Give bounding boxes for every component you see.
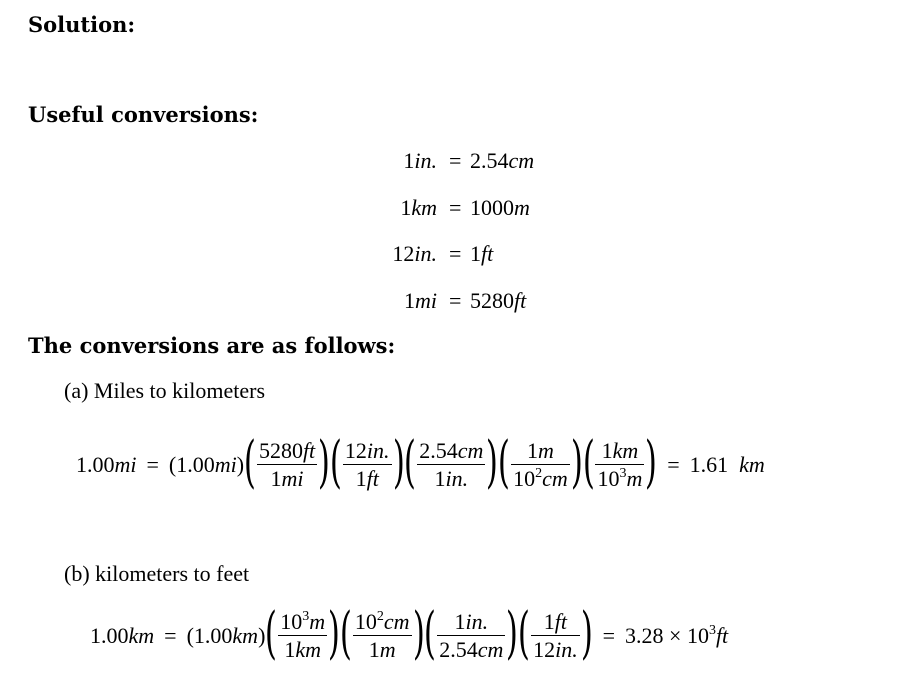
denominator-unit: in. bbox=[445, 466, 469, 491]
fraction-numerator bbox=[542, 610, 569, 635]
fraction-numerator bbox=[453, 610, 491, 635]
conversion-rhs: 1000m bbox=[470, 195, 530, 220]
numerator bbox=[602, 438, 639, 463]
left-paren: ( bbox=[265, 601, 278, 666]
denominator-unit: m bbox=[626, 466, 643, 491]
denominator bbox=[439, 637, 503, 662]
numerator-unit: m bbox=[309, 609, 326, 634]
numerator bbox=[419, 438, 483, 463]
paren-open: ( bbox=[168, 452, 177, 477]
fraction-numerator bbox=[600, 439, 641, 464]
result bbox=[690, 452, 765, 478]
denominator bbox=[597, 466, 642, 491]
numerator-value: 12 bbox=[344, 438, 367, 463]
numerator-unit: m bbox=[537, 438, 554, 463]
left-paren: ( bbox=[518, 601, 531, 666]
fraction-denominator bbox=[437, 636, 505, 662]
numerator-exponent: 2 bbox=[376, 609, 384, 624]
equation-lhs bbox=[76, 452, 137, 478]
numerator-unit: ft bbox=[554, 609, 568, 634]
left-paren: ( bbox=[582, 430, 595, 495]
numerator-value: 5280 bbox=[258, 438, 303, 463]
fraction-denominator bbox=[367, 636, 398, 662]
denominator-value: 1 bbox=[284, 637, 296, 662]
lhs-value: 1.00 bbox=[76, 452, 115, 477]
part-a-label: (a) Miles to kilometers bbox=[64, 378, 266, 403]
numerator-unit: in. bbox=[366, 438, 390, 463]
denominator-unit: cm bbox=[477, 637, 504, 662]
numerator-unit: in. bbox=[465, 609, 489, 634]
left-paren: ( bbox=[404, 430, 417, 495]
conversion-lhs: 1in. bbox=[403, 148, 437, 173]
factor-value: 1.00 bbox=[176, 452, 215, 477]
equals-sign: = bbox=[602, 623, 616, 648]
denominator-value: 1 bbox=[270, 466, 282, 491]
denominator-value: 1 bbox=[434, 466, 446, 491]
right-paren: ) bbox=[486, 430, 499, 495]
left-paren: ( bbox=[329, 430, 342, 495]
right-paren: ) bbox=[580, 601, 593, 666]
result-exponent: 3 bbox=[708, 623, 716, 638]
conversion-lhs: 1mi bbox=[404, 288, 437, 313]
fraction-denominator bbox=[595, 465, 644, 491]
denominator bbox=[513, 466, 568, 491]
right-paren: ) bbox=[392, 430, 405, 495]
denominator bbox=[369, 637, 396, 662]
conversion-lhs: 12in. bbox=[392, 241, 437, 266]
paren-open: ( bbox=[186, 623, 194, 648]
conversion-rhs: 5280ft bbox=[470, 288, 527, 313]
numerator-unit: cm bbox=[457, 438, 484, 463]
factor-unit: km bbox=[232, 623, 259, 648]
numerator bbox=[259, 438, 315, 463]
equals-sign: = bbox=[449, 195, 462, 220]
numerator-value: 1 bbox=[601, 438, 613, 463]
numerator-unit: ft bbox=[302, 438, 316, 463]
conversion-row bbox=[0, 148, 903, 180]
denominator bbox=[533, 637, 578, 662]
left-paren: ( bbox=[243, 430, 257, 495]
fraction-denominator bbox=[531, 636, 580, 662]
numerator-unit: cm bbox=[383, 609, 410, 634]
right-paren: ) bbox=[645, 430, 658, 495]
denominator-value: 1 bbox=[355, 466, 367, 491]
denominator-unit: in. bbox=[555, 637, 578, 662]
left-paren: ( bbox=[424, 601, 437, 666]
lhs-unit: mi bbox=[114, 452, 137, 477]
lhs-unit: km bbox=[128, 623, 155, 648]
denominator-exponent: 2 bbox=[535, 466, 543, 481]
conversion-fraction bbox=[511, 439, 570, 491]
fraction-numerator bbox=[353, 610, 412, 635]
conversion-row bbox=[0, 195, 903, 227]
fraction-denominator bbox=[269, 465, 306, 491]
equation-lhs bbox=[90, 623, 154, 649]
factor-unit: mi bbox=[214, 452, 237, 477]
left-paren: ( bbox=[339, 601, 352, 666]
result-unit: ft bbox=[715, 623, 729, 648]
conversion-rhs: 1ft bbox=[470, 241, 494, 266]
fraction-numerator bbox=[417, 439, 485, 464]
fraction-numerator bbox=[257, 439, 317, 464]
denominator bbox=[284, 637, 321, 662]
conversion-rhs: 2.54cm bbox=[470, 148, 535, 173]
result-times: × bbox=[669, 623, 682, 648]
conversion-row bbox=[0, 241, 903, 273]
numerator-exponent: 3 bbox=[302, 609, 310, 624]
lhs-value: 1.00 bbox=[90, 623, 129, 648]
fraction-numerator bbox=[525, 439, 556, 464]
denominator-exponent: 3 bbox=[619, 466, 627, 481]
conversion-fraction bbox=[595, 439, 644, 491]
denominator-unit: km bbox=[295, 637, 322, 662]
denominator bbox=[356, 466, 379, 491]
right-paren: ) bbox=[506, 601, 519, 666]
denominator-unit: m bbox=[379, 637, 396, 662]
conversion-fraction bbox=[531, 610, 580, 662]
numerator bbox=[280, 609, 325, 634]
numerator bbox=[345, 438, 390, 463]
equation bbox=[76, 430, 765, 495]
right-paren: ) bbox=[570, 430, 583, 495]
numerator-value: 10 bbox=[354, 609, 377, 634]
numerator bbox=[544, 609, 567, 634]
left-paren: ( bbox=[498, 430, 511, 495]
denominator-value: 1 bbox=[368, 637, 380, 662]
conversion-lhs: 1km bbox=[400, 195, 437, 220]
equals-sign: = bbox=[667, 452, 680, 477]
starting-factor bbox=[169, 452, 244, 478]
numerator bbox=[455, 609, 489, 634]
paren-close: ) bbox=[236, 452, 245, 477]
equals-sign: = bbox=[449, 148, 462, 173]
denominator-value: 10 bbox=[513, 466, 536, 491]
fraction-denominator bbox=[433, 465, 471, 491]
result-value: 3.28 bbox=[625, 623, 664, 648]
numerator-value: 2.54 bbox=[419, 438, 458, 463]
solution-heading: Solution: bbox=[28, 12, 136, 37]
conversion-fraction bbox=[257, 439, 317, 491]
right-paren: ) bbox=[318, 430, 331, 495]
factor-value: 1.00 bbox=[193, 623, 233, 648]
useful-conversions-heading: Useful conversions: bbox=[28, 102, 259, 127]
result bbox=[625, 623, 728, 649]
conversion-fraction bbox=[353, 610, 412, 662]
numerator-unit: km bbox=[612, 438, 639, 463]
result-value: 1.61 bbox=[689, 452, 729, 477]
conversion-fraction bbox=[437, 610, 505, 662]
denominator-unit: ft bbox=[366, 466, 379, 491]
equals-sign: = bbox=[449, 241, 462, 266]
fraction-denominator bbox=[282, 636, 323, 662]
numerator bbox=[355, 609, 410, 634]
numerator-value: 1 bbox=[526, 438, 538, 463]
result-unit: km bbox=[739, 452, 765, 477]
fraction-denominator bbox=[511, 465, 570, 491]
conversion-row bbox=[0, 288, 903, 320]
paren-close: ) bbox=[258, 623, 266, 648]
numerator-value: 10 bbox=[280, 609, 303, 634]
right-paren: ) bbox=[328, 601, 341, 666]
fraction-denominator bbox=[354, 465, 381, 491]
denominator-unit: mi bbox=[281, 466, 304, 491]
equals-sign: = bbox=[164, 623, 177, 648]
equals-sign: = bbox=[449, 288, 462, 313]
fraction-numerator bbox=[278, 610, 327, 635]
numerator-value: 1 bbox=[543, 609, 555, 634]
conversion-fraction bbox=[278, 610, 327, 662]
denominator-value: 12 bbox=[533, 637, 556, 662]
conversions-follow-heading: The conversions are as follows: bbox=[28, 333, 396, 358]
result-base: 10 bbox=[686, 623, 709, 648]
denominator bbox=[435, 466, 469, 491]
conversion-fraction bbox=[417, 439, 485, 491]
right-paren: ) bbox=[412, 601, 425, 666]
denominator-value: 2.54 bbox=[439, 637, 478, 662]
fraction-numerator bbox=[343, 439, 392, 464]
numerator-value: 1 bbox=[454, 609, 466, 634]
denominator-value: 10 bbox=[597, 466, 620, 491]
equation bbox=[90, 601, 729, 666]
conversion-fraction bbox=[343, 439, 392, 491]
denominator bbox=[271, 466, 304, 491]
part-b-label: (b) kilometers to feet bbox=[64, 561, 250, 586]
starting-factor bbox=[187, 623, 266, 649]
equals-sign: = bbox=[146, 452, 159, 477]
numerator bbox=[527, 438, 554, 463]
denominator-unit: cm bbox=[542, 466, 568, 491]
